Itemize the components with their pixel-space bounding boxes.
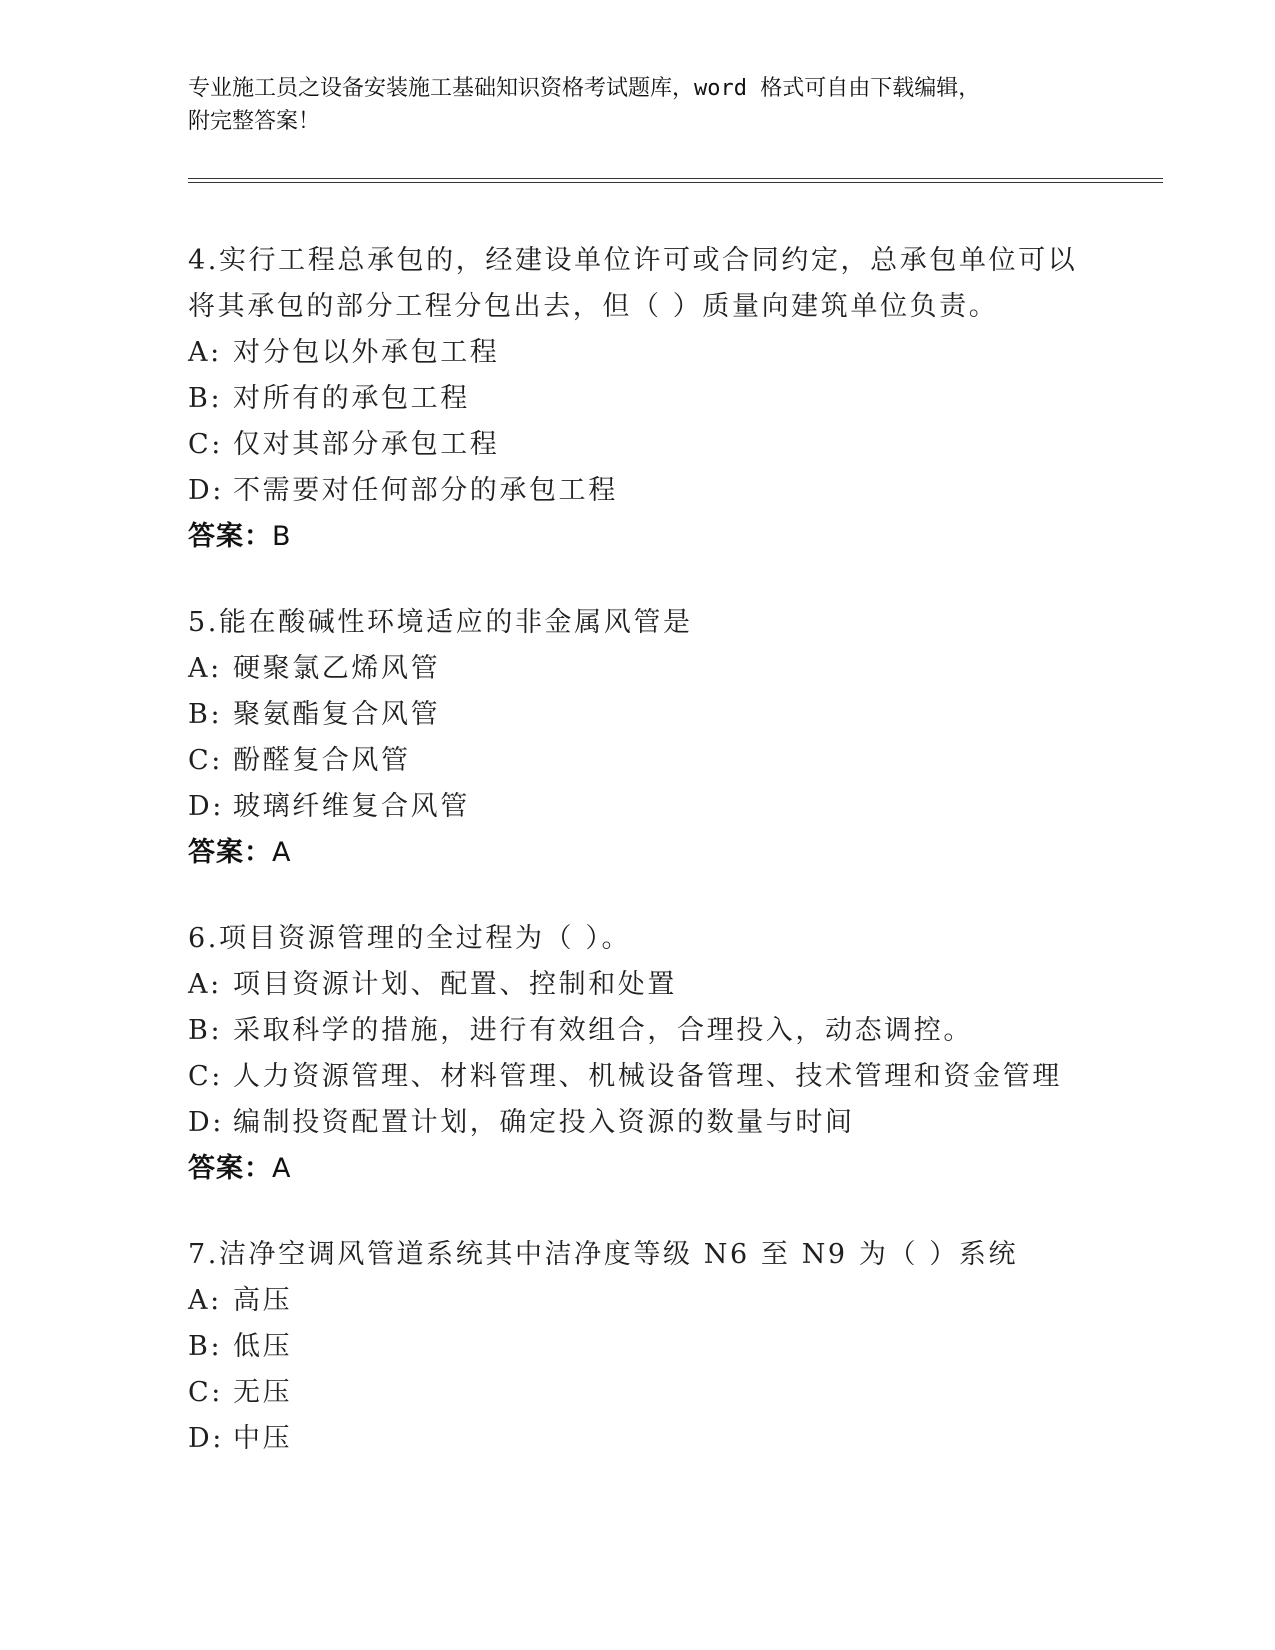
answer-option <box>188 784 1148 830</box>
option-letter: A: <box>188 653 222 684</box>
answer-label: 答案： <box>188 521 272 552</box>
option-letter: D: <box>188 475 224 506</box>
question-stem: 4.实行工程总承包的，经建设单位许可或合同约定，总承包单位可以 <box>188 245 1078 276</box>
answer-option <box>188 468 1148 514</box>
question-stem: 7.洁净空调风管道系统其中洁净度等级 N6 至 N9 为（ ）系统 <box>188 1239 1019 1270</box>
answer-value: A <box>272 1153 292 1184</box>
answer-option <box>188 376 1148 422</box>
header-divider-bottom <box>188 182 1163 183</box>
option-letter: D: <box>188 1107 224 1138</box>
question-stem: 5.能在酸碱性环境适应的非金属风管是 <box>188 607 693 638</box>
option-letter: C: <box>188 745 223 776</box>
answer-option <box>188 422 1148 468</box>
answer-option <box>188 1278 1148 1324</box>
answer-option <box>188 1370 1148 1416</box>
answer-option <box>188 1416 1148 1462</box>
option-letter: A: <box>188 1285 222 1316</box>
option-text: 对所有的承包工程 <box>233 383 470 414</box>
answer-key <box>188 830 1148 876</box>
answer-option <box>188 1054 1148 1100</box>
answer-option <box>188 1324 1148 1370</box>
document-header <box>188 72 1068 138</box>
option-letter: C: <box>188 429 223 460</box>
answer-option <box>188 330 1148 376</box>
header-line-2: 附完整答案！ <box>188 109 321 134</box>
answer-option <box>188 692 1148 738</box>
option-letter: A: <box>188 337 222 368</box>
option-text: 编制投资配置计划，确定投入资源的数量与时间 <box>233 1107 855 1138</box>
question-stem: 将其承包的部分工程分包出去，但（ ）质量向建筑单位负责。 <box>188 291 999 322</box>
option-letter: B: <box>188 383 223 414</box>
option-letter: C: <box>188 1061 223 1092</box>
header-line-1: 专业施工员之设备安装施工基础知识资格考试题库，word 格式可自由下载编辑， <box>188 76 981 101</box>
option-letter: B: <box>188 699 223 730</box>
option-letter: A: <box>188 969 222 1000</box>
option-text: 中压 <box>233 1423 293 1454</box>
option-text: 玻璃纤维复合风管 <box>233 791 470 822</box>
answer-option <box>188 1100 1148 1146</box>
answer-option <box>188 962 1148 1008</box>
option-text: 采取科学的措施，进行有效组合，合理投入，动态调控。 <box>233 1015 973 1046</box>
option-text: 对分包以外承包工程 <box>233 337 500 368</box>
option-text: 项目资源计划、配置、控制和处置 <box>233 969 677 1000</box>
question-block <box>188 1232 1148 1462</box>
option-text: 酚醛复合风管 <box>233 745 411 776</box>
answer-value: A <box>272 837 292 868</box>
option-letter: D: <box>188 1423 224 1454</box>
answer-key <box>188 514 1148 560</box>
question-list <box>188 238 1148 1502</box>
option-letter: C: <box>188 1377 223 1408</box>
header-divider-top <box>188 178 1163 179</box>
option-text: 仅对其部分承包工程 <box>233 429 500 460</box>
option-text: 人力资源管理、材料管理、机械设备管理、技术管理和资金管理 <box>233 1061 1062 1092</box>
answer-label: 答案： <box>188 1153 272 1184</box>
question-block <box>188 238 1148 560</box>
option-text: 聚氨酯复合风管 <box>233 699 441 730</box>
option-text: 无压 <box>233 1377 293 1408</box>
answer-option <box>188 1008 1148 1054</box>
question-block <box>188 916 1148 1192</box>
option-letter: B: <box>188 1331 223 1362</box>
option-letter: D: <box>188 791 224 822</box>
option-text: 高压 <box>233 1285 293 1316</box>
answer-label: 答案： <box>188 837 272 868</box>
question-stem: 6.项目资源管理的全过程为（ ）。 <box>188 923 632 954</box>
answer-key <box>188 1146 1148 1192</box>
answer-option <box>188 738 1148 784</box>
option-text: 低压 <box>233 1331 293 1362</box>
option-text: 不需要对任何部分的承包工程 <box>233 475 618 506</box>
answer-value: B <box>272 521 292 552</box>
option-text: 硬聚氯乙烯风管 <box>233 653 441 684</box>
option-letter: B: <box>188 1015 223 1046</box>
answer-option <box>188 646 1148 692</box>
question-block <box>188 600 1148 876</box>
